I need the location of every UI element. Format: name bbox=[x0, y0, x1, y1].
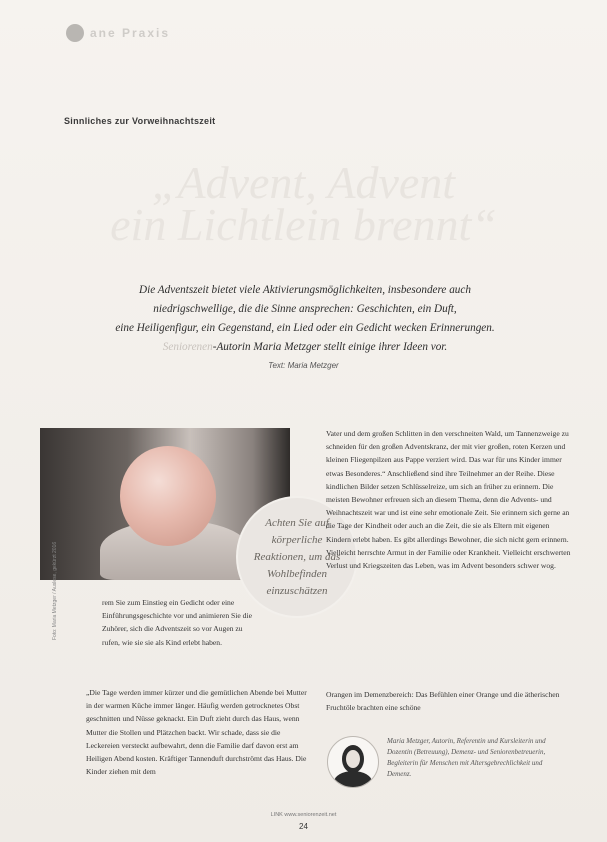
lead-line-1: Die Adventszeit bietet viele Aktivierungsmöglichkeiten, insbesondere auch bbox=[139, 284, 471, 296]
pull-quote-text: Achten Sie auf körperliche Reaktionen, um das Wohlbefinden einzuschätzen bbox=[253, 516, 341, 597]
page-number: 24 bbox=[299, 822, 308, 831]
lead-line-2: niedrigschwellige, die die Sinne ansprechen: Geschichten, ein Duft, bbox=[153, 303, 457, 315]
headline bbox=[0, 157, 607, 250]
rubric-label: ane Praxis bbox=[90, 26, 171, 40]
footer-link: LINK www.seniorenzeit.net bbox=[270, 812, 337, 818]
headline-line-1: „Advent, Advent bbox=[151, 157, 456, 208]
lead-paragraph bbox=[80, 281, 530, 357]
body-column-right-top: Vater und dem großen Schlitten in den verschneiten Wald, um Tannenzweige zu schneiden für den großen Adventskranz, der mit vier großen, roten Kerzen und kleinen Fliegenpilzen aus Pappe verziert wird. Das war für uns Kinder immer etwas Besonderes.“ Anschließend sind ihre Teilnehmer an der Reihe. Diese kindlichen Bilder setzen Schlüsselreize, um sich an früher zu erinnern. Die meisten Bewohner erfreuen sich an diesem Thema, denn die Advents- und Weihnachtszeit war und ist eine sehr emotionale Zeit. Sie erinnern sich gerne an die Tage der Kindheit oder auch an die Zeit, die sie als Eltern mit eigenen Kindern erlebt haben. Es gibt allerdings Bewohner, die sich nicht gern erinnern. Vielleicht herrschte Armut in der Familie oder Krankheit. Vielleicht erschwerten Verlust und Kriegszeiten das Leben, was im Advent besonders schwer wog. bbox=[326, 429, 571, 571]
lead-line-3: eine Heiligenfigur, ein Gegenstand, ein Lied oder ein Gedicht wecken Erinnerungen. bbox=[115, 322, 495, 334]
body-column-right-bottom: Orangen im Demenzbereich: Das Befühlen einer Orange und die ätherischen Fruchtöle brachten eine schöne bbox=[326, 690, 560, 713]
author-avatar bbox=[327, 736, 379, 788]
lead-line-4-text: -Autorin Maria Metzger stellt einige ihrer Ideen vor. bbox=[212, 341, 448, 353]
lead-line-4 bbox=[80, 338, 530, 357]
body-column-left-top: rem Sie zum Einstieg ein Gedicht oder eine Einführungsgeschichte vor und animieren Sie die Zuhörer, sich die Adventszeit so vor Augen zu rufen, wie sie sie als Kind erlebt haben. bbox=[102, 598, 252, 647]
body-column-left-bottom: „Die Tage werden immer kürzer und die gemütlichen Abende bei Mutter in der warmen Küche immer länger. Häufig werden getrocknetes Obst geschnitten und Nüsse geknackt. Ein Duft zieht durch das Haus, wenn Mutter die Stollen und Plätzchen backt. Wir schade, dass sie die Leckereien versteckt aufbewahrt, denn die Familie darf davon erst am Heiligen Abend kosten. Kräftiger Tannenduft durchströmt das Haus. Die Kinder ziehen mit dem bbox=[86, 688, 307, 777]
avatar-shirt bbox=[334, 771, 372, 788]
kicker: Sinnliches zur Vorweihnachtszeit bbox=[64, 116, 216, 126]
avatar-face bbox=[346, 750, 360, 768]
section-rubric bbox=[66, 22, 170, 44]
orange-shape bbox=[120, 446, 216, 546]
author-credit: Text: Maria Metzger bbox=[268, 361, 339, 370]
headline-line-2: ein Lichtlein brennt“ bbox=[110, 199, 497, 250]
photo-credit-vertical: Foto: Maria Metzger / Auslese, gekürzt 2016 bbox=[52, 541, 58, 640]
rubric-circle-icon bbox=[66, 24, 84, 42]
lead-faint-word: Seniorenen bbox=[162, 341, 213, 353]
author-bio: Maria Metzger, Autorin, Referentin und Kursleiterin und Dozentin (Betreuung), Demenz- und Seniorenbetreuerin, Begleiterin für Menschen mit Altersgebrechlichkeit und Demenz. bbox=[387, 737, 546, 778]
